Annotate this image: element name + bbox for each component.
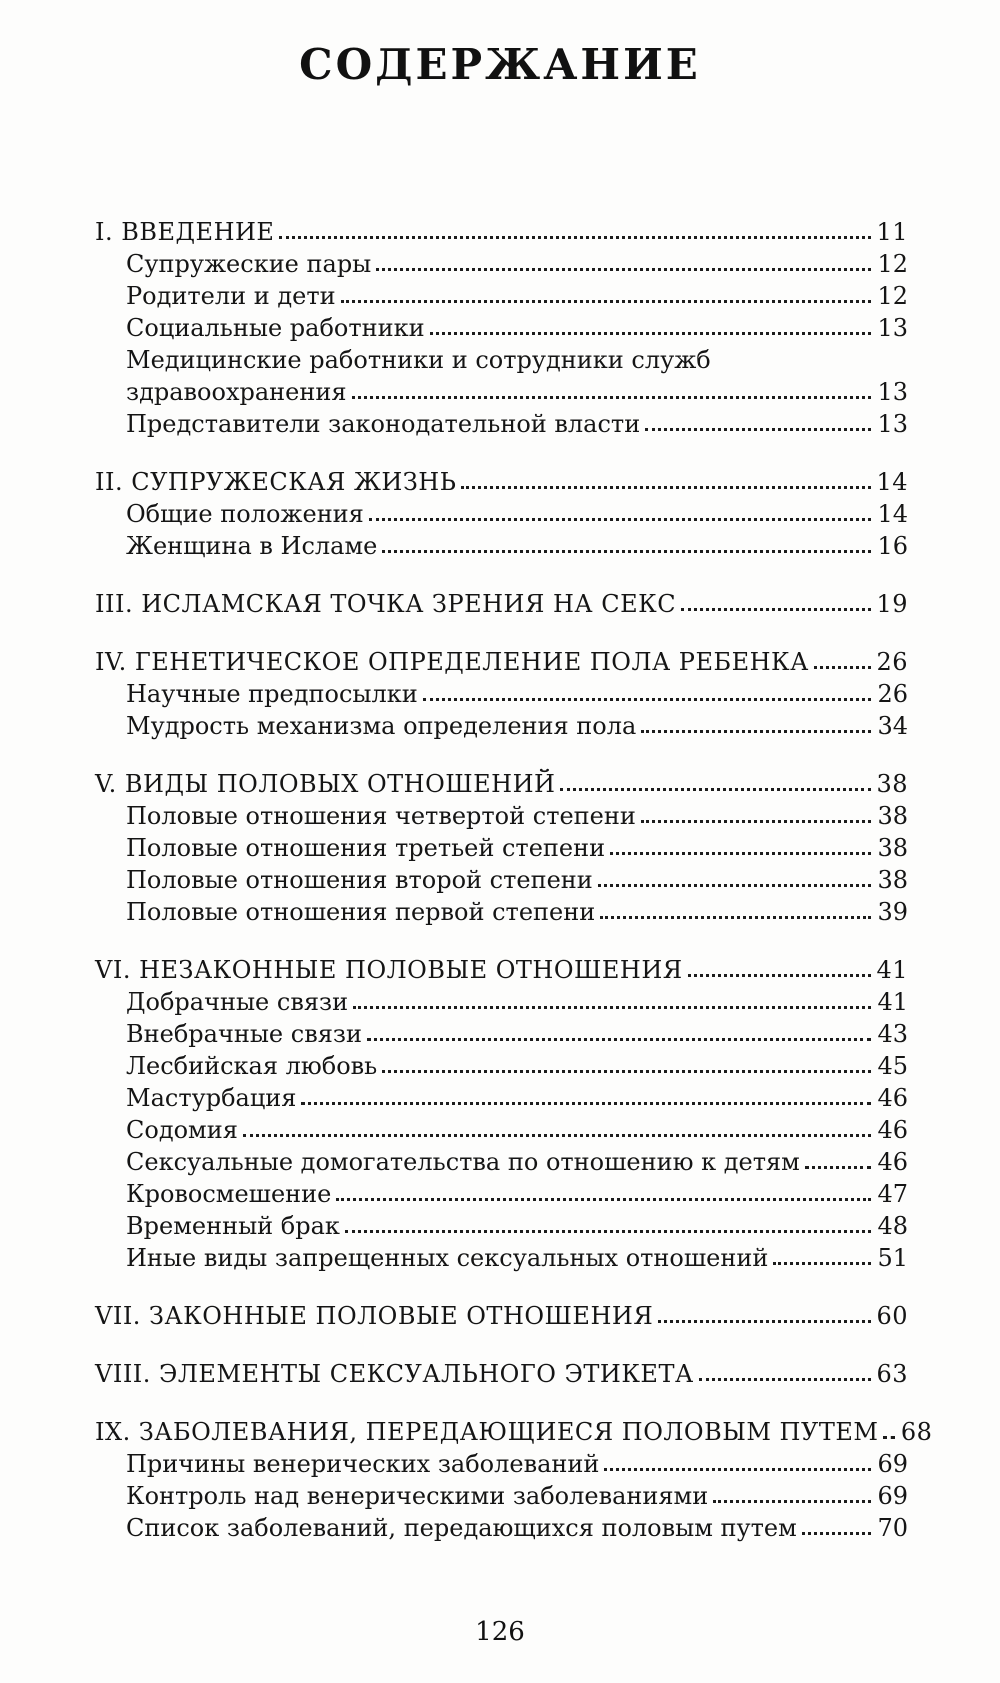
toc-page-number: 26	[877, 679, 908, 708]
toc-entry-label: Половые отношения первой степени	[126, 897, 596, 926]
toc-page-number: 46	[877, 1115, 908, 1144]
dot-leader	[641, 820, 871, 823]
toc-entry-label: Список заболеваний, передающихся половым путем	[126, 1513, 797, 1542]
toc-entry-label: IX. ЗАБОЛЕВАНИЯ, ПЕРЕДАЮЩИЕСЯ ПОЛОВЫМ ПУТЕМ	[95, 1417, 879, 1446]
toc-entry-label: Медицинские работники и сотрудники служб	[126, 345, 711, 374]
toc-entry-row	[95, 1477, 908, 1509]
toc-page-number: 41	[876, 955, 908, 984]
toc-entry-label: V. ВИДЫ ПОЛОВЫХ ОТНОШЕНИЙ	[95, 769, 556, 798]
dot-leader	[645, 428, 871, 431]
dot-leader	[805, 1166, 871, 1169]
toc	[95, 213, 933, 1567]
toc-entry-label: II. СУПРУЖЕСКАЯ ЖИЗНЬ	[95, 467, 457, 496]
toc-page-number: 38	[877, 801, 908, 830]
toc-page-number: 70	[877, 1513, 908, 1542]
toc-section	[95, 463, 908, 559]
dot-leader	[376, 268, 871, 271]
toc-entry-label: VII. ЗАКОННЫЕ ПОЛОВЫЕ ОТНОШЕНИЯ	[95, 1301, 654, 1330]
dot-leader	[560, 788, 871, 791]
toc-entry-row	[95, 1445, 908, 1477]
dot-leader	[658, 1320, 871, 1323]
toc-section	[95, 585, 908, 617]
toc-entry-row	[95, 1015, 908, 1047]
toc-section	[95, 951, 908, 1271]
toc-section-title-row	[95, 643, 908, 675]
toc-entry-label: VI. НЕЗАКОННЫЕ ПОЛОВЫЕ ОТНОШЕНИЯ	[95, 955, 683, 984]
dot-leader	[345, 1230, 871, 1233]
toc-section-title-row	[95, 213, 908, 245]
toc-section-title-row	[95, 463, 908, 495]
toc-entry-row	[95, 495, 908, 527]
toc-page-number: 38	[877, 865, 908, 894]
toc-page-number: 47	[877, 1179, 908, 1208]
toc-page-number: 14	[877, 499, 908, 528]
dot-leader	[461, 486, 871, 489]
dot-leader	[641, 730, 871, 733]
toc-page-number: 13	[877, 377, 908, 406]
toc-entry-row	[95, 373, 908, 405]
toc-section	[95, 1297, 908, 1329]
toc-entry-label: IV. ГЕНЕТИЧЕСКОЕ ОПРЕДЕЛЕНИЕ ПОЛА РЕБЕНКА	[95, 647, 809, 676]
toc-entry-label: Причины венерических заболеваний	[126, 1449, 600, 1478]
toc-entry-row	[95, 797, 908, 829]
toc-page-number: 19	[876, 589, 908, 618]
toc-page-number: 11	[876, 217, 908, 246]
toc-entry-row	[95, 1509, 908, 1541]
toc-entry-row	[95, 1111, 908, 1143]
toc-page-number: 13	[877, 313, 908, 342]
dot-leader	[336, 1198, 871, 1201]
toc-page-number: 14	[876, 467, 908, 496]
toc-entry-label: III. ИСЛАМСКАЯ ТОЧКА ЗРЕНИЯ НА СЕКС	[95, 589, 677, 618]
toc-entry-label: Общие положения	[126, 499, 364, 528]
toc-entry-row	[95, 1239, 908, 1271]
toc-entry-label: Половые отношения третьей степени	[126, 833, 606, 862]
toc-section-title-row	[95, 765, 908, 797]
toc-entry-row	[95, 245, 908, 277]
toc-entry-label: Женщина в Исламе	[126, 531, 378, 560]
toc-section	[95, 1355, 908, 1387]
toc-page-number: 38	[877, 833, 908, 862]
toc-page-number: 16	[877, 531, 908, 560]
toc-entry-label: Половые отношения второй степени	[126, 865, 593, 894]
toc-entry-row	[95, 983, 908, 1015]
toc-entry-row	[95, 277, 908, 309]
toc-page-number: 34	[877, 711, 908, 740]
toc-entry-label: I. ВВЕДЕНИЕ	[95, 217, 275, 246]
toc-entry-label: Научные предпосылки	[126, 679, 418, 708]
toc-page-number: 46	[877, 1147, 908, 1176]
toc-entry-row	[95, 707, 908, 739]
toc-page-number: 12	[877, 281, 908, 310]
dot-leader	[279, 236, 871, 239]
toc-entry-label: Супружеские пары	[126, 249, 372, 278]
toc-page-number: 38	[876, 769, 908, 798]
toc-page-number: 12	[877, 249, 908, 278]
dot-leader	[367, 1038, 871, 1041]
toc-entry-row	[95, 1175, 908, 1207]
toc-entry-row	[95, 309, 908, 341]
dot-leader	[600, 916, 871, 919]
toc-section-title-row	[95, 1355, 908, 1387]
toc-entry-wrap-line	[95, 341, 908, 373]
toc-entry-label: Временный брак	[126, 1211, 340, 1240]
dot-leader	[610, 852, 871, 855]
toc-entry-label: Лесбийская любовь	[126, 1051, 378, 1080]
toc-page-number: 43	[877, 1019, 908, 1048]
toc-section	[95, 1413, 933, 1542]
toc-section	[95, 643, 908, 739]
dot-leader	[430, 332, 871, 335]
toc-entry-label: Мастурбация	[126, 1083, 297, 1112]
dot-leader	[352, 396, 872, 399]
toc-page-number: 51	[877, 1243, 908, 1272]
dot-leader	[243, 1134, 871, 1137]
dot-leader	[604, 1468, 871, 1471]
dot-leader	[301, 1102, 871, 1105]
toc-page-number: 60	[876, 1301, 908, 1330]
dot-leader	[883, 1436, 895, 1439]
dot-leader	[773, 1262, 871, 1265]
folio-page-number: 126	[475, 1617, 525, 1647]
toc-entry-row	[95, 893, 908, 925]
toc-entry-row	[95, 1207, 908, 1239]
toc-entry-label: Сексуальные домогательства по отношению к детям	[126, 1147, 800, 1176]
toc-entry-row	[95, 405, 908, 437]
toc-page-number: 26	[876, 647, 908, 676]
toc-entry-row	[95, 829, 908, 861]
toc-entry-row	[95, 861, 908, 893]
dot-leader	[688, 974, 871, 977]
toc-section	[95, 765, 908, 925]
toc-section-title-row	[95, 585, 908, 617]
toc-entry-label: здравоохранения	[126, 377, 347, 406]
toc-entry-label: VIII. ЭЛЕМЕНТЫ СЕКСУАЛЬНОГО ЭТИКЕТА	[95, 1359, 694, 1388]
dot-leader	[713, 1500, 871, 1503]
toc-page-number: 41	[877, 987, 908, 1016]
dot-leader	[353, 1006, 871, 1009]
toc-entry-row	[95, 527, 908, 559]
dot-leader	[341, 300, 871, 303]
dot-leader	[681, 608, 871, 611]
toc-entry-label: Кровосмешение	[126, 1179, 332, 1208]
page-title: СОДЕРЖАНИЕ	[299, 40, 701, 89]
dot-leader	[699, 1378, 871, 1381]
toc-page-number: 45	[877, 1051, 908, 1080]
toc-section	[95, 213, 908, 437]
dot-leader	[814, 666, 871, 669]
toc-page-number: 69	[877, 1481, 908, 1510]
dot-leader	[598, 884, 871, 887]
toc-entry-row	[95, 1143, 908, 1175]
toc-entry-row	[95, 1047, 908, 1079]
toc-entry-row	[95, 1079, 908, 1111]
dot-leader	[369, 518, 871, 521]
toc-page-number: 63	[876, 1359, 908, 1388]
toc-entry-label: Содомия	[126, 1115, 238, 1144]
dot-leader	[802, 1532, 871, 1535]
toc-entry-row	[95, 675, 908, 707]
toc-page-number: 39	[877, 897, 908, 926]
toc-page-number: 48	[877, 1211, 908, 1240]
toc-section-title-row	[95, 1297, 908, 1329]
dot-leader	[382, 1070, 871, 1073]
dot-leader	[423, 698, 871, 701]
toc-section-title-row	[95, 951, 908, 983]
toc-entry-label: Контроль над венерическими заболеваниями	[126, 1481, 709, 1510]
toc-entry-label: Представители законодательной власти	[126, 409, 641, 438]
toc-entry-label: Добрачные связи	[126, 987, 349, 1016]
toc-entry-label: Внебрачные связи	[126, 1019, 362, 1048]
toc-entry-label: Половые отношения четвертой степени	[126, 801, 636, 830]
toc-entry-label: Иные виды запрещенных сексуальных отношений	[126, 1243, 769, 1272]
dot-leader	[382, 550, 871, 553]
toc-page-number: 68	[900, 1417, 933, 1446]
toc-page-number: 46	[877, 1083, 908, 1112]
toc-section-title-row	[95, 1413, 933, 1446]
toc-entry-label: Родители и дети	[126, 281, 336, 310]
toc-page-number: 69	[877, 1449, 908, 1478]
toc-entry-label: Социальные работники	[126, 313, 425, 342]
toc-page-number: 13	[877, 409, 908, 438]
toc-entry-label: Мудрость механизма определения пола	[126, 711, 637, 740]
